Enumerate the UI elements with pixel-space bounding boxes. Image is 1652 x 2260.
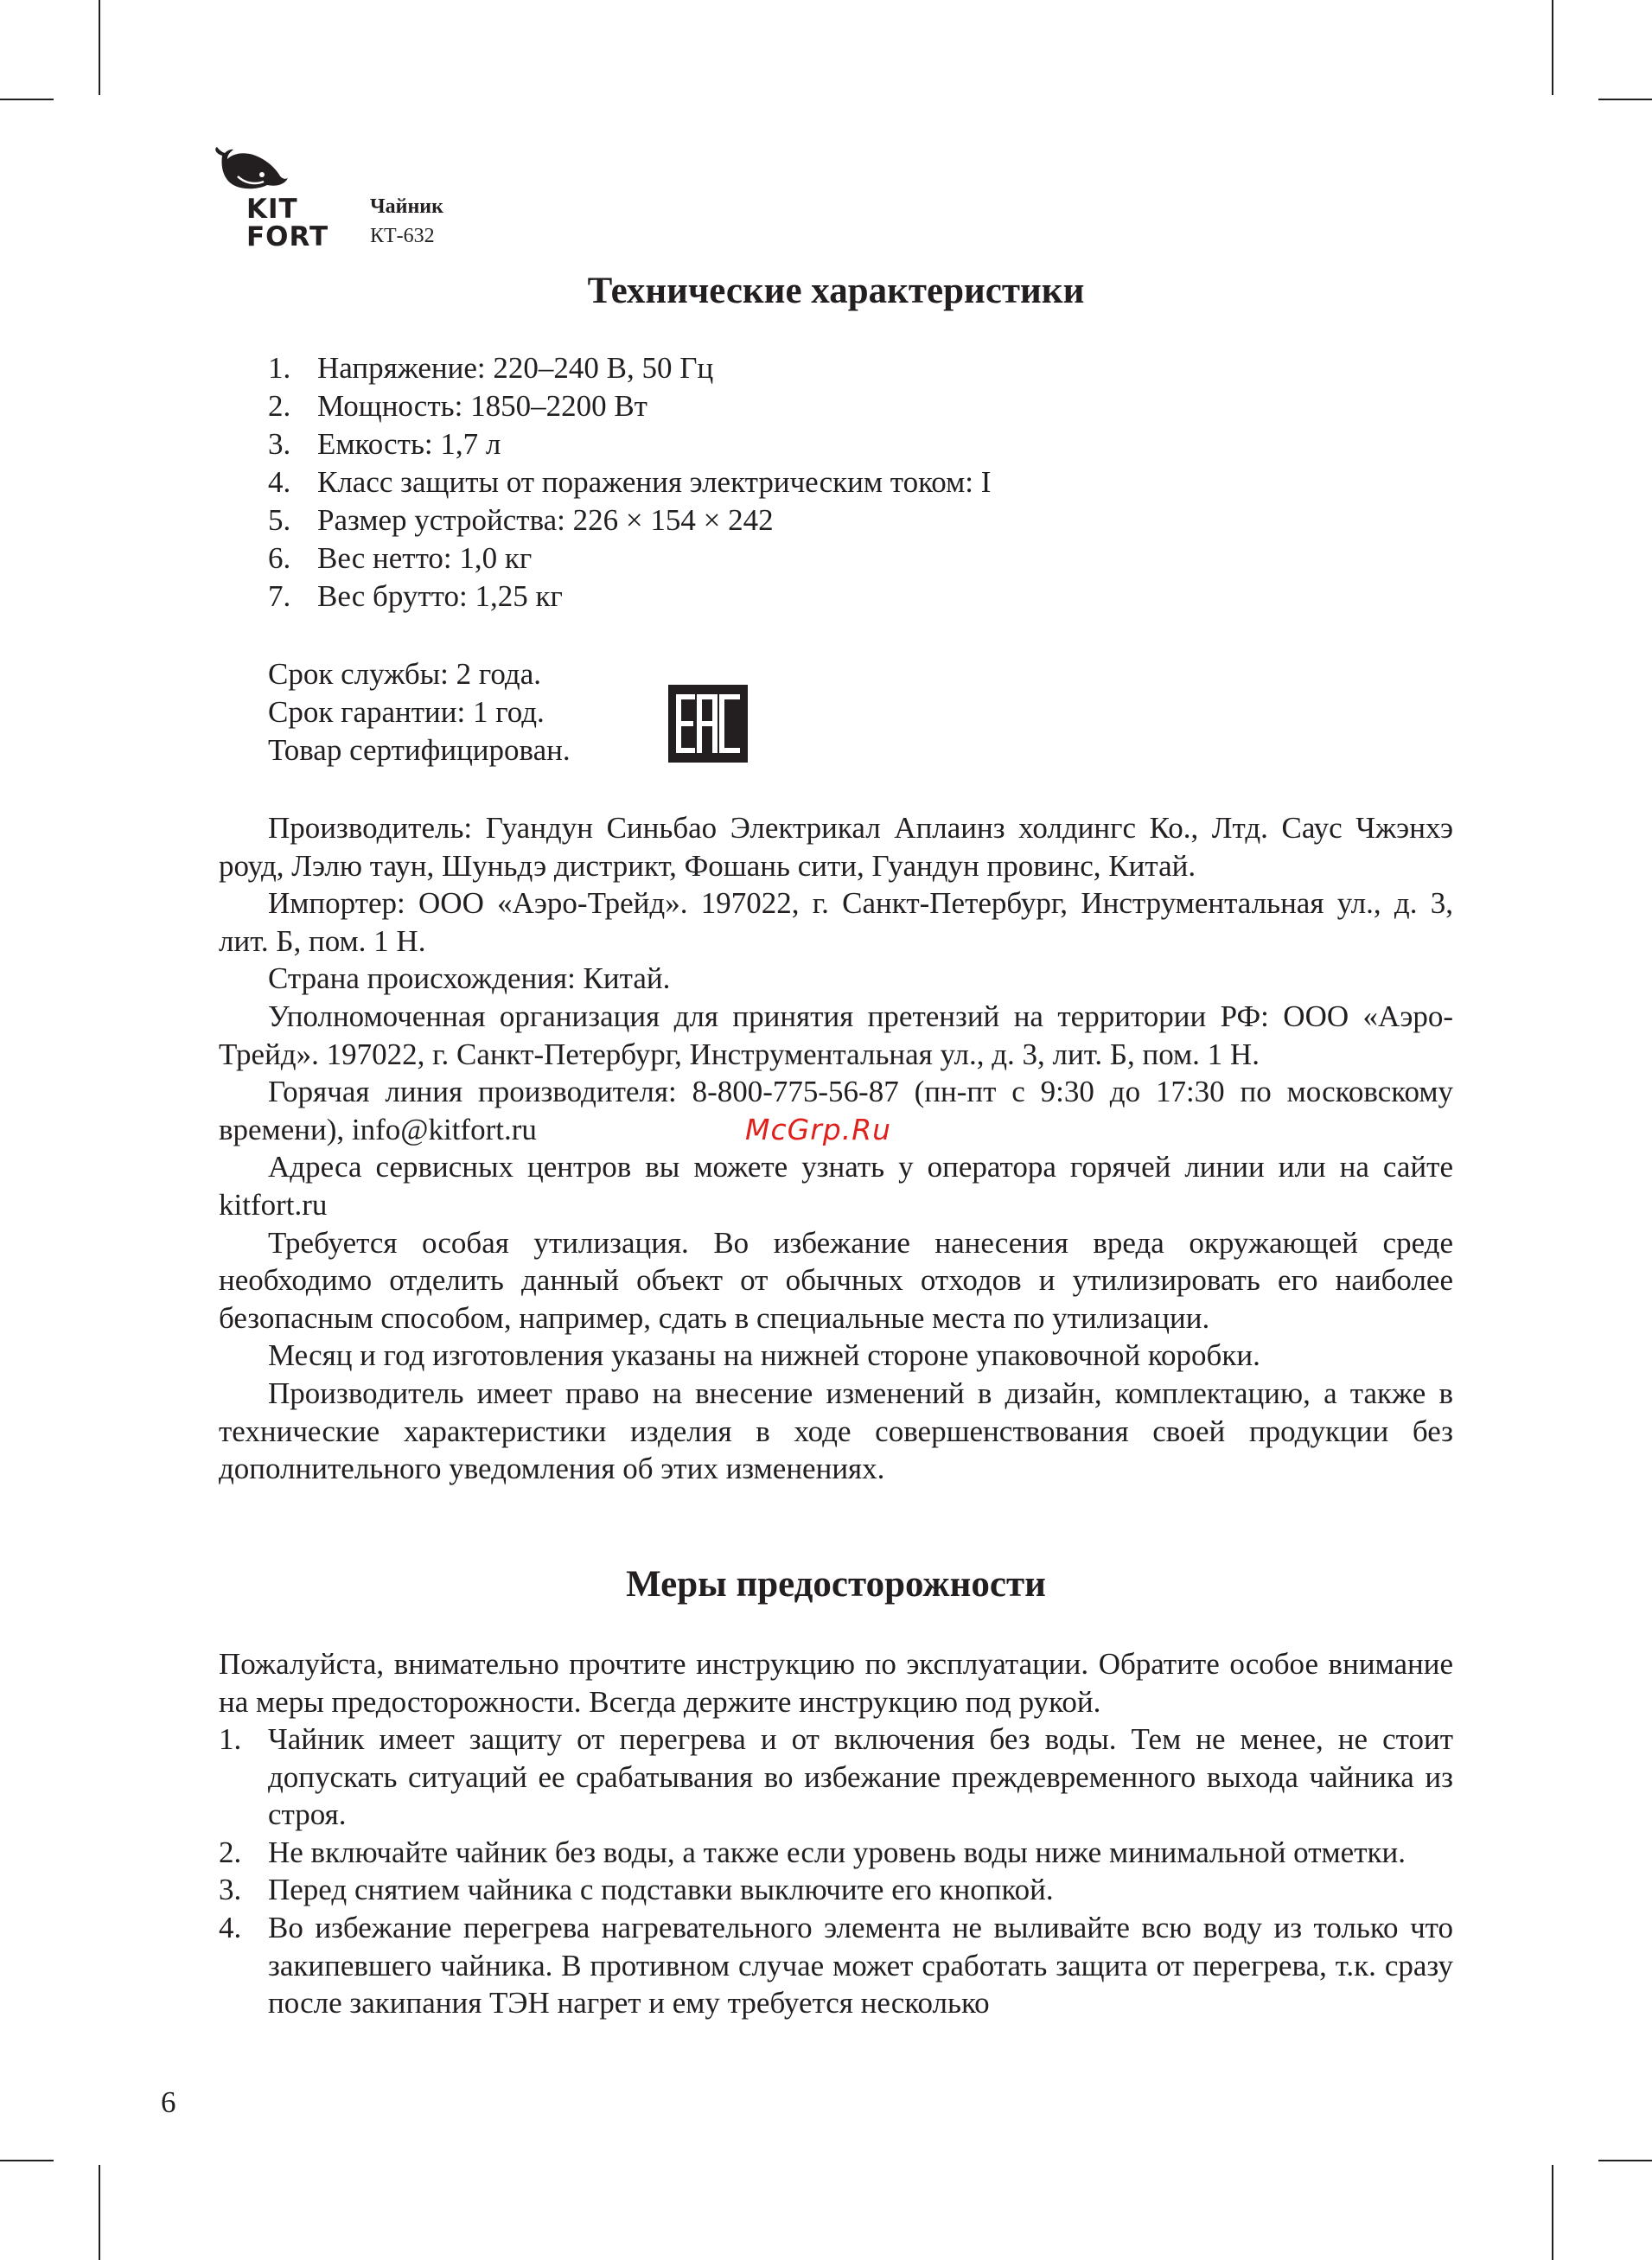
crop-mark	[1552, 0, 1553, 95]
spec-number: 1.	[268, 351, 291, 385]
spec-text: Вес брутто: 1,25 кг	[317, 579, 563, 613]
disposal-paragraph: Требуется особая утилизация. Во избежание нанесения вреда окружающей среде необходимо отделить данный объект от обычных отходов и утилизировать его наиболее безопасным способом, например, сдать в специальные места по утилизации.	[219, 1225, 1453, 1335]
crop-mark	[1598, 2160, 1652, 2161]
certification-note: Товар сертифицирован.	[268, 733, 571, 767]
precaution-number: 3.	[219, 1873, 242, 1907]
spec-item	[268, 425, 991, 463]
precaution-text: Не включайте чайник без воды, а также если уровень воды ниже минимальной отметки.	[268, 1835, 1406, 1869]
crop-mark	[0, 2160, 54, 2161]
origin-paragraph: Страна происхождения: Китай.	[268, 961, 671, 996]
spec-item	[268, 349, 991, 387]
header-model: КТ-632	[370, 225, 435, 247]
precautions-intro: Пожалуйста, внимательно прочтите инструкцию по эксплуатации. Обратите особое внимание на меры предосторожности. Всегда держите инструкцию под рукой.	[219, 1647, 1453, 1719]
service-life: Срок службы: 2 года.	[268, 657, 541, 691]
spec-item	[268, 578, 991, 616]
eac-logo	[668, 685, 748, 763]
crop-mark	[99, 0, 100, 95]
spec-number: 5.	[268, 503, 291, 537]
crop-mark	[99, 2165, 100, 2260]
spec-number: 4.	[268, 465, 291, 499]
precaution-text: Во избежание перегрева нагревательного элемента не выливайте всю воду из только что закипевшего чайника. В противном случае может сработать защита от перегрева, т.к. сразу после закипания ТЭН нагрет и ему требуется несколько	[268, 1910, 1453, 2021]
precautions-title: Меры предосторожности	[626, 1564, 1046, 1605]
hotline-paragraph: Горячая линия производителя: 8-800-775-56-87 (пн-пт с 9:30 до 17:30 по московскому времени), info@kitfort.ru	[219, 1075, 1453, 1146]
spec-text: Вес нетто: 1,0 кг	[317, 541, 533, 575]
manufacturer-paragraph: Производитель: Гуандун Синьбао Электрикал Аплаинз холдингс Ко., Лтд. Саус Чжэнхэ роуд, Лэлю таун, Шуньдэ дистрикт, Фошань сити, Гуандун провинс, Китай.	[219, 811, 1453, 883]
specs-title: Технические характеристики	[587, 271, 1085, 311]
precaution-item	[219, 1834, 1453, 1872]
spec-text: Класс защиты от поражения электрическим током: I	[317, 465, 992, 499]
authorized-org-paragraph: Уполномоченная организация для принятия претензий на территории РФ: ООО «Аэро-Трейд». 197022, г. Санкт-Петербург, Инструментальная ул., д. 3, лит. Б, пом. 1 Н.	[219, 999, 1453, 1071]
warranty-period: Срок гарантии: 1 год.	[268, 695, 545, 729]
spec-text: Мощность: 1850–2200 Вт	[317, 389, 647, 423]
spec-text: Напряжение: 220–240 В, 50 Гц	[317, 351, 714, 385]
service-centers-paragraph: Адреса сервисных центров вы можете узнать у оператора горячей линии или на сайте kitfort.ru	[219, 1150, 1453, 1222]
precaution-number: 2.	[219, 1835, 242, 1869]
logo-text-fort: FORT	[246, 221, 329, 252]
manufacturer-info	[219, 809, 1453, 1488]
spec-number: 2.	[268, 389, 291, 423]
spec-number: 7.	[268, 579, 291, 613]
crop-mark	[0, 99, 54, 100]
watermark-stamp: McGrp.Ru	[745, 1113, 892, 1146]
precaution-number: 4.	[219, 1910, 242, 1944]
precaution-item	[219, 1909, 1453, 2022]
spec-item	[268, 501, 991, 539]
importer-paragraph: Импортер: ООО «Аэро-Трейд». 197022, г. Санкт-Петербург, Инструментальная ул., д. 3, лит. Б, пом. 1 Н.	[219, 886, 1453, 958]
logo-text-kit: KIT	[246, 194, 298, 225]
spec-item	[268, 387, 991, 425]
precaution-number: 1.	[219, 1722, 242, 1756]
kitfort-logo	[212, 145, 328, 253]
manufacture-date-paragraph: Месяц и год изготовления указаны на нижней стороне упаковочной коробки.	[268, 1338, 1260, 1373]
spec-text: Размер устройства: 226 × 154 × 242	[317, 503, 774, 537]
specs-list	[268, 349, 991, 616]
spec-number: 3.	[268, 427, 291, 461]
eac-mark-icon	[668, 685, 748, 763]
precaution-text: Чайник имеет защиту от перегрева и от включения без воды. Тем не менее, не стоит допускать ситуаций ее срабатывания во избежание преждевременного выхода чайника из строя.	[268, 1722, 1453, 1832]
precaution-item	[219, 1721, 1453, 1834]
crop-mark	[1552, 2165, 1553, 2260]
page-number: 6	[161, 2085, 176, 2119]
changes-paragraph: Производитель имеет право на внесение изменений в дизайн, комплектацию, а также в технические характеристики изделия в ходе совершенствования своей продукции без дополнительного уведомления об этих изменениях.	[219, 1376, 1453, 1486]
service-terms	[268, 655, 571, 769]
spec-text: Емкость: 1,7 л	[317, 427, 501, 461]
kitfort-whale-icon	[212, 145, 290, 197]
header-product: Чайник	[370, 195, 443, 218]
precaution-item	[219, 1871, 1453, 1909]
spec-item	[268, 463, 991, 501]
precautions-list	[219, 1721, 1453, 2022]
crop-mark	[1598, 99, 1652, 100]
precaution-text: Перед снятием чайника с подставки выключите его кнопкой.	[268, 1873, 1054, 1907]
spec-number: 6.	[268, 541, 291, 575]
spec-item	[268, 539, 991, 578]
